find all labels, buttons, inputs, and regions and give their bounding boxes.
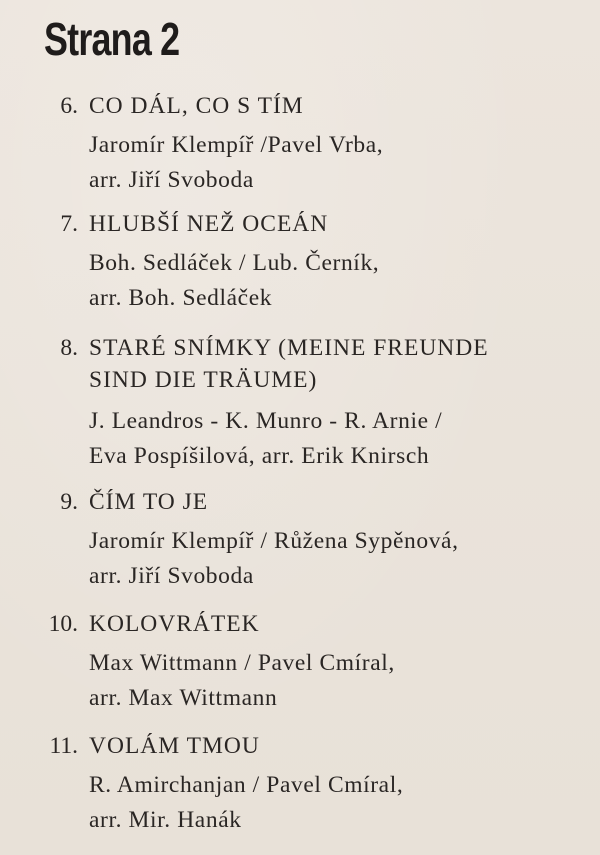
track-credits xyxy=(89,524,459,594)
track-title xyxy=(89,730,260,762)
track-title-line: KOLOVRÁTEK xyxy=(89,611,260,637)
track-credits xyxy=(89,646,395,716)
track-credit-line: arr. Boh. Sedláček xyxy=(89,285,273,311)
track-title-line: HLUBŠÍ NEŽ OCEÁN xyxy=(89,211,329,237)
track-title xyxy=(89,486,208,518)
track-title-line: VOLÁM TMOU xyxy=(89,733,260,759)
track-credit-line: Eva Pospíšilová, arr. Erik Knirsch xyxy=(89,443,430,469)
side-heading: Strana 2 xyxy=(44,13,180,65)
track-credit-line: arr. Max Wittmann xyxy=(89,685,278,711)
track-credit-line: arr. Jiří Svoboda xyxy=(89,167,254,193)
track-title-line: SIND DIE TRÄUME) xyxy=(89,367,318,393)
track-title-line: STARÉ SNÍMKY (MEINE FREUNDE xyxy=(89,335,489,361)
track-number: 10. xyxy=(48,611,78,637)
track-credit-line: Max Wittmann / Pavel Cmíral, xyxy=(89,650,395,676)
track-credit-line: Jaromír Klempíř / Růžena Sypěnová, xyxy=(89,528,459,554)
track-credits xyxy=(89,246,379,316)
track-number: 11. xyxy=(49,733,78,759)
track-number: 9. xyxy=(60,489,78,515)
track-title-line: ČÍM TO JE xyxy=(89,489,209,515)
track-credit-line: Boh. Sedláček / Lub. Černík, xyxy=(89,250,380,276)
track-title xyxy=(89,208,328,240)
track-number: 6. xyxy=(60,93,78,119)
track-title xyxy=(89,90,304,122)
track-number: 8. xyxy=(60,335,78,361)
track-credits xyxy=(89,128,383,198)
track-credit-line: J. Leandros - K. Munro - R. Arnie / xyxy=(89,408,443,434)
track-credit-line: arr. Mir. Hanák xyxy=(89,807,242,833)
track-credits xyxy=(89,768,403,838)
track-credits xyxy=(89,404,442,474)
track-title xyxy=(89,608,260,640)
track-credit-line: R. Amirchanjan / Pavel Cmíral, xyxy=(89,772,404,798)
track-title-line: CO DÁL, CO S TÍM xyxy=(89,93,304,119)
track-number: 7. xyxy=(60,211,78,237)
track-credit-line: Jaromír Klempíř /Pavel Vrba, xyxy=(89,132,384,158)
track-credit-line: arr. Jiří Svoboda xyxy=(89,563,254,589)
track-title xyxy=(89,332,489,396)
